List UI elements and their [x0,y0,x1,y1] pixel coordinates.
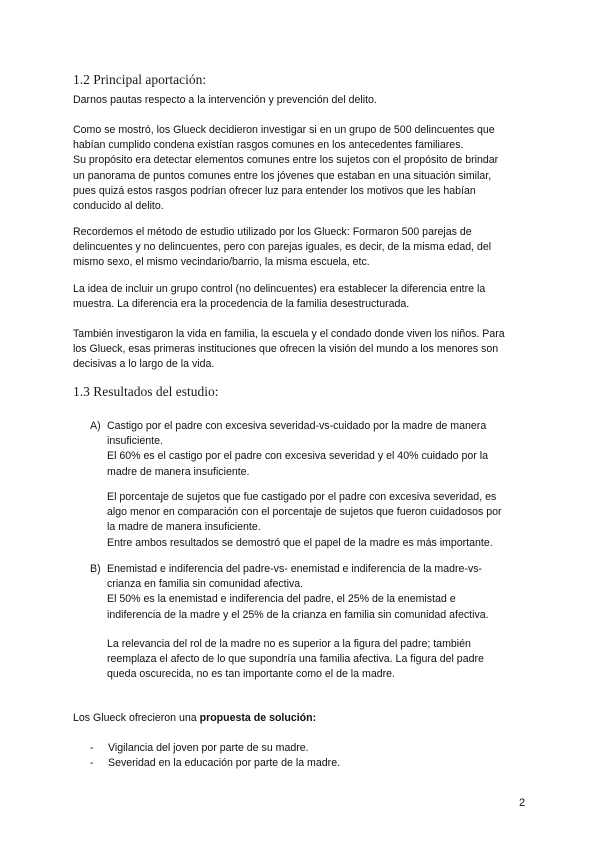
list-item-vigilancia [90,741,309,756]
dash-bullet: - [90,742,94,754]
list-item-severidad [90,756,340,771]
list-item-b-block2 [107,637,537,683]
text-line: La idea de incluir un grupo control (no delincuentes) era establecer la diferencia entre la [73,283,486,295]
text-line: crianza en familia sin comunidad afectiva. [107,578,304,591]
text-line: El porcentaje de sujetos que fue castigado por el padre con excesiva severidad, es [107,491,497,503]
paragraph-como-se-mostro [73,123,533,214]
paragraph-grupo-control [73,282,533,312]
text-line: reemplaza el afecto de lo que supondría una familia afectiva. La figura del padre [107,653,484,666]
paragraph-tambien [73,327,533,373]
text-line: Su propósito era detectar elementos comunes entre los sujetos con el propósito de brindar [73,154,499,167]
propuesta-prefix: Los Glueck ofrecieron una [73,712,200,724]
text-line: indiferencia de la madre y el 25% de la crianza en familia sin comunidad afectiva. [107,608,489,621]
text-line: algo menor en comparación con el porcentaje de sujetos que fueron cuidadosos por [107,506,502,519]
list-item-a-block1 [107,419,537,480]
text-line: decisivas a lo largo de la vida. [73,358,215,371]
paragraph-propuesta [73,711,533,726]
text-line: También investigaron la vida en familia, la escuela y el condado donde viven los niños. Para [73,328,505,340]
text-line: la madre de manera insuficiente. [107,521,261,534]
page-number: 2 [519,797,526,809]
list-item-b-block1 [107,562,537,623]
text-line: madre de manera insuficiente. [107,465,250,478]
text-line: Recordemos el método de estudio utilizado por los Glueck: Formaron 500 parejas de [73,226,472,238]
text-line: Enemistad e indiferencia del padre-vs- enemistad e indiferencia de la madre-vs- [107,563,483,575]
list-item-a-block2 [107,490,537,551]
text-line: muestra. La diferencia era la procedencia de la familia desestructurada. [73,298,410,311]
paragraph-recordemos [73,225,533,271]
list-item-text: Severidad en la educación por parte de la madre. [108,757,341,769]
text-line: pues quizá estos rasgos podrían ofrecer luz para entender los motivos que les habían [73,184,476,197]
propuesta-emphasis: propuesta de solución: [199,712,317,724]
text-line: conducido al delito. [73,200,164,213]
text-line [73,711,533,726]
text-line: habían cumplido condena existían rasgos comunes en los antecedentes familiares. [73,139,464,152]
text-line: La relevancia del rol de la madre no es superior a la figura del padre; también [107,638,471,650]
text-line: insuficiente. [107,435,163,448]
text-line: queda oscurecida, no es tan importante como el de la madre. [107,668,395,681]
text-line: delincuentes y no delincuentes, pero con parejas iguales, es decir, de la misma edad, del [73,241,492,254]
list-marker-b: B) [90,563,101,575]
text-line: El 50% es la enemistad e indiferencia del padre, el 25% de la enemistad e [107,593,456,606]
text-line: un panorama de puntos comunes entre los jóvenes que estaban en una situación similar, [73,169,492,182]
section-heading-1-3: 1.3 Resultados del estudio: [73,384,219,399]
text-line: Castigo por el padre con excesiva severidad-vs-cuidado por la madre de manera [107,420,487,432]
text-line: los Glueck, esas primeras instituciones que ofrecen la visión del mundo a los menores son [73,343,499,356]
text-line: mismo sexo, el mismo vecindario/barrio, la misma escuela, etc. [73,256,370,269]
paragraph-aportacion [73,93,533,108]
list-item-text: Vigilancia del joven por parte de su madre. [108,742,309,754]
text-line: Darnos pautas respecto a la intervención y prevención del delito. [73,94,377,106]
section-heading-1-2: 1.2 Principal aportación: [73,72,207,87]
text-line: Como se mostró, los Glueck decidieron investigar si en un grupo de 500 delincuentes que [73,124,495,136]
dash-bullet: - [90,757,94,769]
text-line: Entre ambos resultados se demostró que el papel de la madre es más importante. [107,536,493,549]
text-line: El 60% es el castigo por el padre con excesiva severidad y el 40% cuidado por la [107,450,489,463]
list-marker-a: A) [90,420,101,432]
